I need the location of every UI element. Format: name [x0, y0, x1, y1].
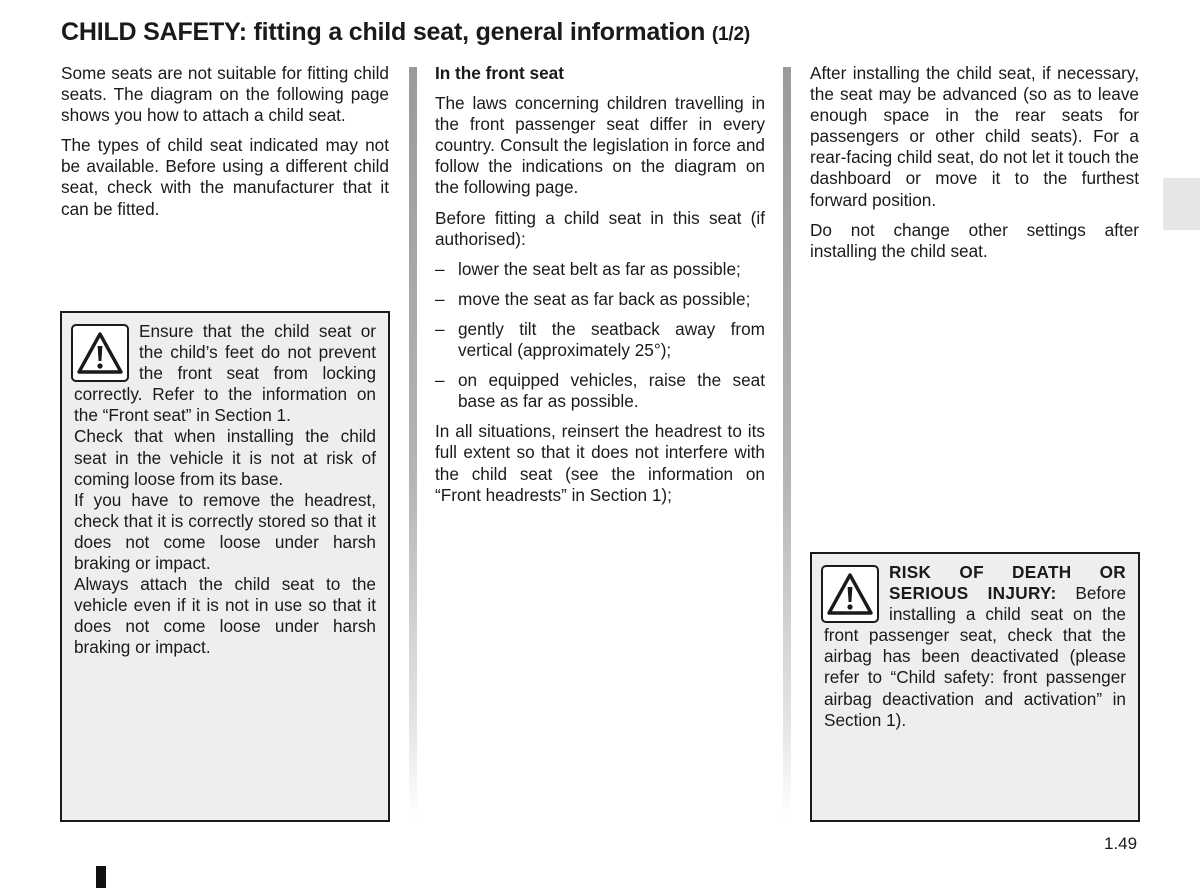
list-item: – lower the seat belt as far as possible; — [435, 259, 765, 280]
section-thumb-tab — [1163, 178, 1200, 230]
paragraph: The types of child seat indicated may not be available. Before using a different child seat, check with the manufacturer that it can be fitted. — [61, 135, 389, 219]
page-title — [61, 18, 750, 47]
page-number: 1.49 — [1104, 834, 1138, 853]
title-text: CHILD SAFETY: fitting a child seat, general information — [61, 18, 706, 46]
list-item: – move the seat as far back as possible; — [435, 289, 765, 310]
warning-paragraph: Always attach the child seat to the vehicle even if it is not in use so that it does not come loose under harsh braking or impact. — [74, 574, 376, 658]
list-item: – gently tilt the seatback away from vertical (approximately 25°); — [435, 319, 765, 361]
paragraph: Some seats are not suitable for fitting child seats. The diagram on the following page shows you how to attach a child seat. — [61, 63, 389, 126]
warning-paragraph: Check that when installing the child seat in the vehicle it is not at risk of coming loose from its base. — [74, 426, 376, 489]
warning-text: Before installing a child seat on the front passenger seat, check that the airbag has been deactivated (please refer to “Child safety: front passenger airbag deactivation and activation” in Section 1). — [824, 583, 1126, 730]
warning-paragraph: Ensure that the child seat or the child’s feet do not prevent the front seat from locking correctly. Refer to the information on the “Front seat” in Section 1. — [74, 321, 376, 426]
crop-mark — [96, 866, 106, 888]
paragraph: In all situations, reinsert the headrest to its full extent so that it does not interfere with the child seat (see the information on “Front headrests” in Section 1); — [435, 421, 765, 505]
warning-triangle-icon — [821, 565, 879, 623]
column-middle — [435, 63, 765, 515]
section-heading: In the front seat — [435, 63, 564, 83]
column-right — [810, 63, 1139, 271]
steps-list — [435, 259, 765, 413]
warning-box-airbag — [810, 552, 1140, 822]
warning-box-front-seat — [60, 311, 390, 822]
column-separator — [783, 67, 791, 820]
title-page-indicator: (1/2) — [711, 24, 750, 45]
paragraph: After installing the child seat, if necessary, the seat may be advanced (so as to leave enough space in the rear seats for passengers or other child seats). For a rear-facing child seat, do not let it touch the dashboard or move it to the furthest forward position. — [810, 63, 1139, 210]
risk-emphasis: RISK OF DEATH OR SERIOUS INJURY: — [889, 562, 1126, 604]
paragraph: Before fitting a child seat in this seat (if authorised): — [435, 207, 765, 249]
paragraph: Do not change other settings after installing the child seat. — [810, 219, 1139, 261]
warning-paragraph: If you have to remove the headrest, check that it is correctly stored so that it does not come loose under harsh braking or impact. — [74, 489, 376, 574]
column-left — [61, 63, 389, 229]
column-separator — [409, 67, 417, 820]
list-item: – on equipped vehicles, raise the seat base as far as possible. — [435, 370, 765, 412]
warning-triangle-icon — [71, 324, 129, 382]
paragraph: The laws concerning children travelling in the front passenger seat differ in every country. Consult the legislation in force and follow the indications on the diagram on the following page. — [435, 93, 765, 198]
